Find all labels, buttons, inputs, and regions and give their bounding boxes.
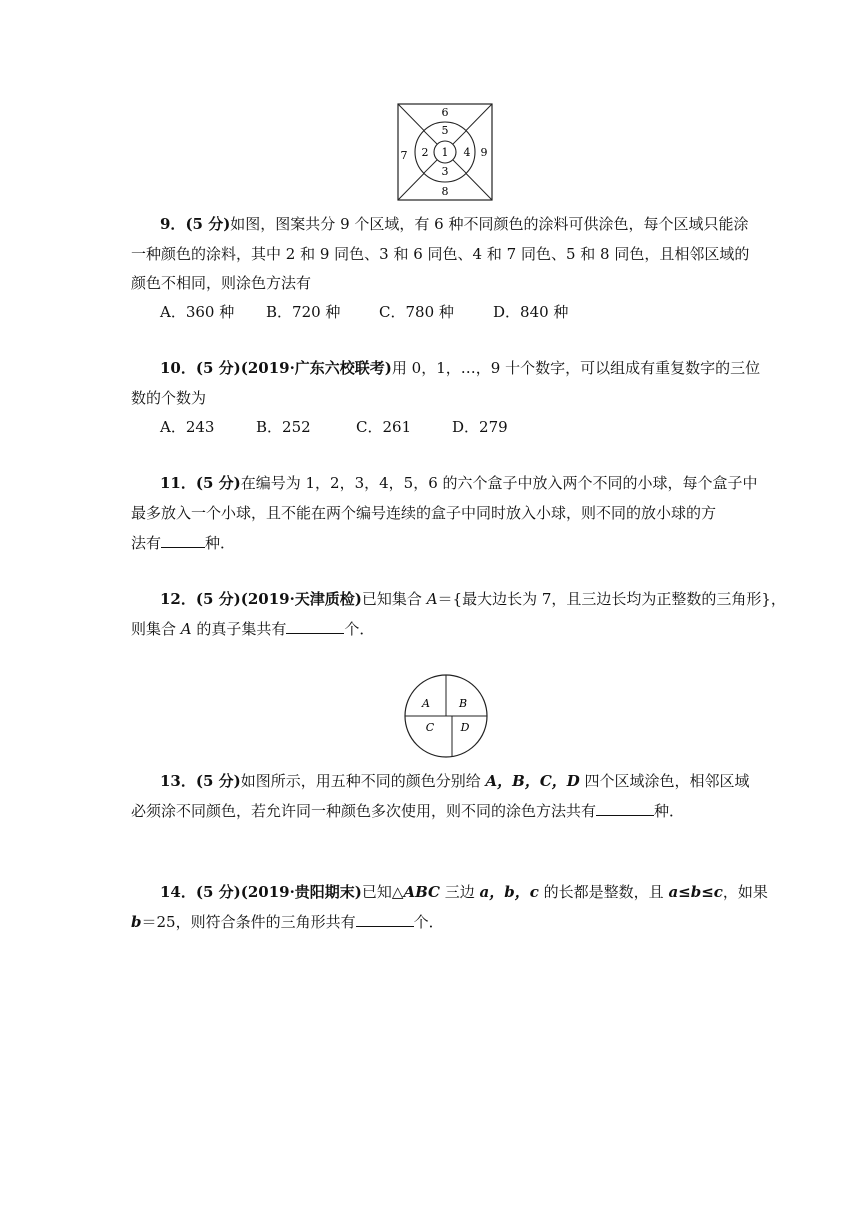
- q14-text-1b: 三边: [440, 883, 480, 901]
- q12-text-2c: 个．: [344, 620, 375, 638]
- q9-options: [160, 302, 568, 322]
- q10-option-d: D．279: [452, 418, 508, 436]
- q11-text-1: 在编号为 1，2，3，4，5，6 的六个盒子中放入两个不同的小球，每个盒子中: [240, 474, 758, 492]
- q14-text-1a: 已知△: [361, 883, 404, 901]
- q12-text-2a: 则集合: [131, 620, 181, 638]
- q11-text-3b: 种．: [205, 534, 236, 552]
- q11-score: (5 分): [195, 474, 241, 492]
- q11-line2: 最多放入一个小球，且不能在两个编号连续的盒子中同时放入小球，则不同的放小球的方: [131, 504, 717, 522]
- q13-text-2a: 必须涂不同颜色，若允许同一种颜色多次使用，则不同的涂色方法共有: [131, 802, 597, 820]
- q10-number: 10．: [160, 359, 196, 377]
- q13-line1: [160, 771, 750, 791]
- q13-text-1a: 如图所示，用五种不同的颜色分别给: [240, 772, 486, 790]
- q14-text-1d: ，如果: [722, 883, 768, 901]
- region-label-8: 8: [441, 185, 449, 198]
- q9-option-a: A．360 种: [160, 303, 235, 321]
- q12-set-var-2: A: [180, 620, 192, 638]
- q14-text-2b: 个．: [413, 913, 444, 931]
- q9-option-d: D．840 种: [493, 303, 569, 321]
- q9-line3: 颜色不相同，则涂色方法有: [131, 274, 312, 292]
- region-label-b: B: [458, 697, 468, 710]
- q14-text-2a: ＝25，则符合条件的三角形共有: [141, 913, 356, 931]
- region-diagram-circle: [402, 674, 490, 758]
- q9-number: 9．: [160, 215, 186, 233]
- q13-text-2b: 种．: [654, 802, 685, 820]
- q9-text-1: 如图，图案共分 9 个区域，有 6 种不同颜色的涂料可供涂色，每个区域只能涂: [230, 215, 749, 233]
- q11-answer-blank[interactable]: [161, 533, 205, 548]
- q9-line1: [160, 214, 748, 234]
- q12-number: 12．: [160, 590, 196, 608]
- region-label-c: C: [425, 721, 435, 734]
- q13-answer-blank[interactable]: [596, 801, 654, 816]
- q12-text-1a: 已知集合: [361, 590, 427, 608]
- q12-score: (5 分)(2019·天津质检): [195, 590, 362, 608]
- q12-text-1b: ＝{最大边长为 7，且三边长均为正整数的三角形}，: [437, 590, 786, 608]
- q14-line1: [160, 882, 768, 902]
- region-label-2: 2: [421, 146, 429, 159]
- q13-number: 13．: [160, 772, 196, 790]
- q12-line1: [160, 589, 786, 609]
- region-label-1: 1: [441, 146, 449, 159]
- q14-b-var: b: [131, 913, 142, 931]
- q14-number: 14．: [160, 883, 196, 901]
- q10-option-c: C．261: [356, 418, 412, 436]
- q10-line2: 数的个数为: [131, 389, 207, 407]
- q13-region-vars: A，B，C，D: [485, 772, 580, 790]
- q12-text-2b: 的真子集共有: [191, 620, 287, 638]
- q10-text-1: 用 0，1，…，9 十个数字，可以组成有重复数字的三位: [391, 359, 761, 377]
- q12-answer-blank[interactable]: [286, 619, 344, 634]
- q11-number: 11．: [160, 474, 196, 492]
- region-label-7: 7: [400, 149, 408, 162]
- q14-inequality: a≤b≤c: [668, 883, 723, 901]
- q13-text-1b: 四个区域涂色，相邻区域: [579, 772, 750, 790]
- q14-answer-blank[interactable]: [356, 912, 414, 927]
- q13-score: (5 分): [195, 772, 241, 790]
- q10-options: [160, 417, 508, 437]
- q9-option-b: B．720 种: [266, 303, 341, 321]
- region-label-6: 6: [441, 106, 449, 119]
- q11-line3: [131, 533, 235, 553]
- region-diagram-square: [397, 103, 493, 201]
- q13-line2: [131, 801, 684, 821]
- q12-set-var: A: [426, 590, 438, 608]
- region-label-5: 5: [441, 124, 449, 137]
- q9-score: (5 分): [185, 215, 231, 233]
- q14-sides: a，b，c: [479, 883, 539, 901]
- region-label-3: 3: [441, 165, 449, 178]
- q14-line2: [131, 912, 444, 932]
- region-label-4: 4: [463, 146, 471, 159]
- region-label-d: D: [460, 721, 470, 734]
- region-label-a: A: [422, 697, 430, 710]
- q10-line1: [160, 358, 760, 378]
- q9-line2: 一种颜色的涂料，其中 2 和 9 同色、3 和 6 同色、4 和 7 同色、5 和 8 同色，且相邻区域的: [131, 245, 750, 263]
- q14-text-1c: 的长都是整数，且: [538, 883, 669, 901]
- q11-text-3a: 法有: [131, 534, 162, 552]
- q10-option-a: A．243: [160, 418, 215, 436]
- q12-line2: [131, 619, 374, 639]
- q11-line1: [160, 473, 758, 493]
- q10-score: (5 分)(2019·广东六校联考): [195, 359, 392, 377]
- q14-score: (5 分)(2019·贵阳期末): [195, 883, 362, 901]
- q9-option-c: C．780 种: [379, 303, 454, 321]
- q10-option-b: B．252: [256, 418, 311, 436]
- q14-triangle-name: ABC: [403, 883, 440, 901]
- region-label-9: 9: [480, 146, 488, 159]
